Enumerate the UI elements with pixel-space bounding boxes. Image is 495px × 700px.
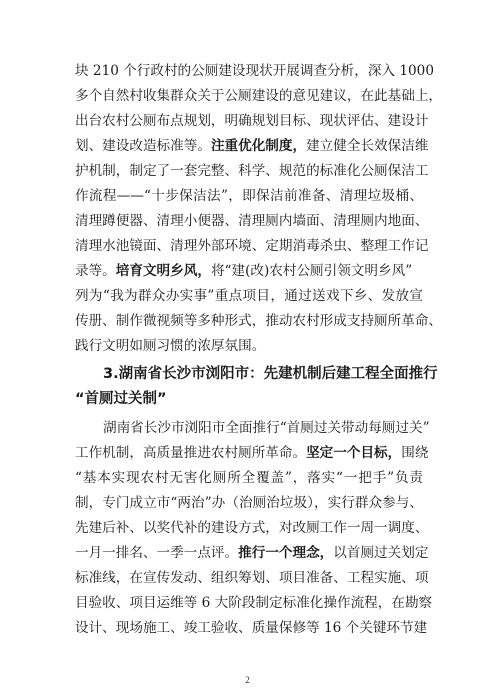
text-span: 一月一排名、一季一点评。 [75, 545, 239, 561]
text-line [75, 260, 412, 282]
text-line: 先建后补、以奖代补的建设方式，对改厕工作一周一调度、 [75, 520, 429, 536]
text-line: 出台农村公厕布点规划，明确规划目标、现状评估、建设计 [75, 113, 429, 129]
text-line: 清理蹲便器、清理小便器、清理厕内墙面、清理厕内地面、 [75, 213, 429, 229]
text-line: 传册、制作微视频等多种形式，推动农村形成支持厕所革命、 [75, 313, 443, 329]
text-line: 湖南省长沙市浏阳市全面推行“首厕过关带动每厕过关” [103, 420, 430, 436]
text-span: 建立健全长效保洁维 [306, 138, 429, 154]
text-line: 制，专门成立市“两治”办（治厕治垃圾），实行群众参与、 [75, 495, 423, 511]
text-line [75, 135, 428, 157]
text-span: 围绕 [401, 445, 429, 461]
text-line: 清理水池镜面、清理外部环境、定期消毒杀虫、整理工作记 [75, 238, 429, 254]
emphasis-text: 注重优化制度， [210, 138, 307, 154]
text-span: 以首厕过关划定 [333, 545, 429, 561]
text-span: 划、建设改造标准等。 [75, 138, 211, 154]
text-line [75, 542, 428, 564]
text-line: 护机制，制定了一套完整、科学、规范的标准化公厕保洁工 [75, 163, 429, 179]
text-line: “基本实现农村无害化厕所全覆盖”，落实“一把手”负责 [75, 470, 423, 486]
emphasis-text: 培育文明乡风， [115, 263, 211, 279]
section-heading: 3.湖南省长沙市浏阳市：先建机制后建工程全面推行 [103, 366, 438, 382]
emphasis-text: 推行一个理念， [238, 545, 334, 561]
emphasis-text: 坚定一个目标， [306, 445, 402, 461]
text-span: 工作机制，高质量推进农村厕所革命。 [75, 445, 307, 461]
text-line: 作流程——“十步保洁法”，即保洁前准备、清理垃圾桶、 [75, 188, 423, 204]
text-line: 块 210 个行政村的公厕建设现状开展调查分析，深入 1000 [75, 63, 434, 79]
text-line: 设计、现场施工、竣工验收、质量保修等 16 个关键环节建 [75, 620, 428, 636]
text-line [75, 442, 428, 464]
text-line: 目验收、项目运维等 6 大阶段制定标准化操作流程，在勘察 [75, 595, 433, 611]
text-line: 践行文明如厕习惯的浓厚氛围。 [75, 338, 266, 354]
page-number: 2 [245, 675, 250, 685]
section-heading-continued: “首厕过关制” [75, 391, 167, 407]
text-line: 列为“我为群众办实事”重点项目，通过送戏下乡、发放宣 [75, 288, 423, 304]
text-line: 多个自然村收集群众关于公厕建设的意见建议，在此基础上， [75, 88, 443, 104]
text-span: 将“建(改)农村公厕引领文明乡风” [210, 263, 413, 279]
text-span: 录等。 [75, 263, 116, 279]
text-line: 标准线，在宣传发动、组织筹划、项目准备、工程实施、项 [75, 570, 429, 586]
